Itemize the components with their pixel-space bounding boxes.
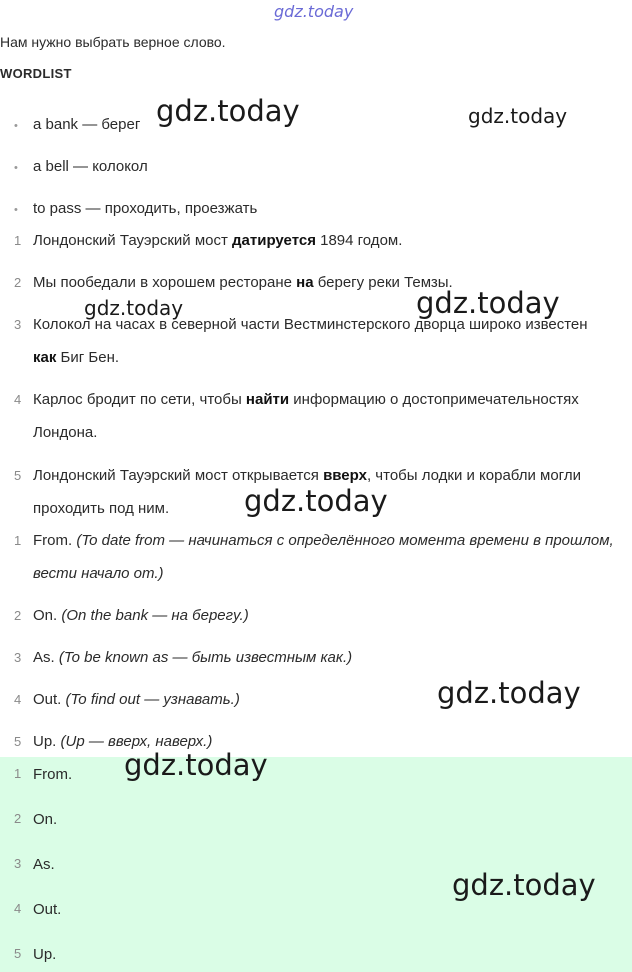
watermark: gdz.today bbox=[437, 676, 581, 710]
item-number: 4 bbox=[14, 392, 22, 407]
answer-item bbox=[14, 856, 55, 873]
answer-word: Out. bbox=[33, 691, 62, 708]
wordlist-text: a bank — берег bbox=[33, 116, 141, 133]
answer-item bbox=[14, 766, 72, 783]
explanation-note: (To find out — узнавать.) bbox=[65, 691, 240, 708]
answers-panel bbox=[0, 757, 632, 972]
watermark: gdz.today bbox=[84, 296, 184, 320]
wordlist-text: to pass — проходить, проезжать bbox=[33, 200, 258, 217]
wordlist-item bbox=[14, 200, 257, 217]
explanation-item bbox=[14, 524, 614, 590]
sentence-text: Колокол на часах в северной части Вестминстерского дворца широко известен как Биг Бен. bbox=[33, 316, 588, 366]
answer-item bbox=[14, 811, 57, 828]
answer-word: As. bbox=[33, 649, 55, 666]
item-number: 3 bbox=[14, 856, 22, 871]
item-number: 2 bbox=[14, 608, 22, 623]
keyword: датируется bbox=[232, 232, 316, 249]
item-number: 2 bbox=[14, 811, 22, 826]
answer-word: On. bbox=[33, 607, 58, 624]
watermark: gdz.today bbox=[156, 94, 300, 128]
answer-word: From. bbox=[33, 766, 73, 783]
keyword: как bbox=[33, 349, 57, 366]
watermark: gdz.today bbox=[244, 484, 388, 518]
item-number: 1 bbox=[14, 233, 22, 248]
item-number: 4 bbox=[14, 692, 22, 707]
explanation-item bbox=[14, 599, 614, 632]
item-number: 4 bbox=[14, 901, 22, 916]
keyword: найти bbox=[245, 391, 290, 408]
item-number: 5 bbox=[14, 734, 22, 749]
item-number: 5 bbox=[14, 946, 22, 961]
sentence-item bbox=[14, 224, 614, 257]
item-number: 3 bbox=[14, 317, 22, 332]
sentence-text: Карлос бродит по сети, чтобы найти информацию о достопримечательностях Лондона. bbox=[33, 391, 579, 441]
sentence-text: Лондонский Тауэрский мост открывается вверх, чтобы лодки и корабли могли проходить под ним. bbox=[33, 467, 581, 517]
wordlist-item bbox=[14, 116, 140, 133]
keyword: вверх bbox=[323, 467, 367, 484]
watermark: gdz.today bbox=[124, 748, 268, 782]
answer-word: Up. bbox=[33, 733, 57, 750]
wordlist-text: a bell — колокол bbox=[33, 158, 148, 175]
keyword: на bbox=[296, 274, 314, 291]
answer-item bbox=[14, 946, 56, 963]
bullet-icon: • bbox=[14, 162, 18, 174]
explanation-item bbox=[14, 641, 614, 674]
intro-text: Нам нужно выбрать верное слово. bbox=[0, 34, 226, 50]
wordlist-item bbox=[14, 158, 148, 175]
wordlist-title: WORDLIST bbox=[0, 66, 72, 81]
explanation-note: (To date from — начинаться с определённого момента времени в прошлом, вести начало от.) bbox=[33, 532, 614, 582]
explanation-note: (To be known as — быть известным как.) bbox=[58, 649, 353, 666]
answer-item bbox=[14, 901, 61, 918]
item-number: 2 bbox=[14, 275, 22, 290]
sentence-text: Лондонский Тауэрский мост датируется 1894 годом. bbox=[33, 232, 403, 249]
item-number: 1 bbox=[14, 533, 22, 548]
item-number: 1 bbox=[14, 766, 22, 781]
watermark: gdz.today bbox=[274, 2, 354, 21]
answer-word: As. bbox=[33, 856, 55, 873]
item-number: 5 bbox=[14, 468, 22, 483]
watermark: gdz.today bbox=[416, 286, 560, 320]
explanation-item bbox=[14, 725, 614, 758]
watermark: gdz.today bbox=[468, 104, 568, 128]
sentence-text: Мы пообедали в хорошем ресторане на берегу реки Темзы. bbox=[33, 274, 453, 291]
answer-word: Out. bbox=[33, 901, 62, 918]
watermark: gdz.today bbox=[452, 868, 596, 902]
explanation-note: (Up — вверх, наверх.) bbox=[60, 733, 213, 750]
answer-word: From. bbox=[33, 532, 73, 549]
explanation-note: (On the bank — на берегу.) bbox=[61, 607, 249, 624]
answer-word: Up. bbox=[33, 946, 57, 963]
bullet-icon: • bbox=[14, 120, 18, 132]
bullet-icon: • bbox=[14, 204, 18, 216]
item-number: 3 bbox=[14, 650, 22, 665]
sentence-item bbox=[14, 383, 614, 449]
answer-word: On. bbox=[33, 811, 58, 828]
